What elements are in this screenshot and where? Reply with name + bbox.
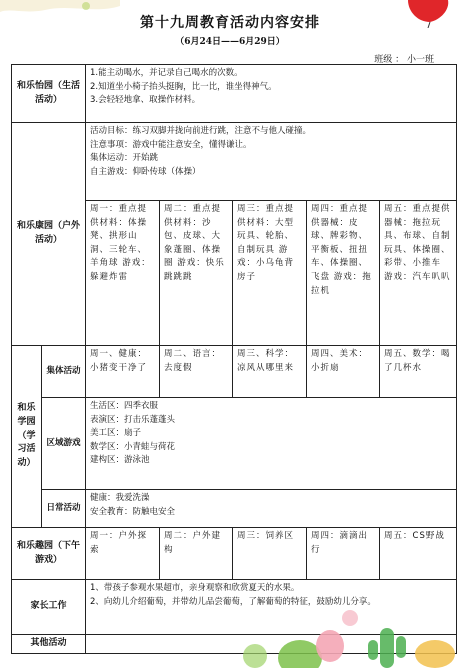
area-item: 建构区：游泳池 xyxy=(90,455,150,466)
study-label: 和乐学园（学习活动） xyxy=(12,346,42,528)
life-item: 2.知道坐小椅子抬头挺胸，比一比，谁坐得神气。 xyxy=(90,81,277,92)
row-study-daily xyxy=(12,490,457,528)
outdoor-label: 和乐康园（户外活动） xyxy=(12,123,86,346)
study-day-mon: 周一、健康：小猪变干净了 xyxy=(86,346,160,398)
fun-day-wed: 周三：饲养区 xyxy=(233,528,307,580)
outdoor-day-mon: 周一：重点提供材料：体操凳、拱形山洞、三轮车、羊角球 游戏：躲避炸雷 xyxy=(86,201,160,346)
daily-item: 安全教育：防触电安全 xyxy=(90,506,176,517)
life-label: 和乐怡园（生活活动） xyxy=(12,65,86,123)
outdoor-day-thu: 周四：重点提供器械：皮球、牌彩物、平衡板、扭扭车、体操圈、飞盘 游戏：拖拉机 xyxy=(307,201,380,346)
row-study-group xyxy=(12,346,457,398)
fun-day-tue: 周二：户外建构 xyxy=(160,528,233,580)
outdoor-notice: 注意事项：游戏中能注意安全，懂得谦让。 xyxy=(90,139,252,150)
fun-day-mon: 周一：户外探索 xyxy=(86,528,160,580)
fun-day-fri: 周五：CS野战 xyxy=(380,528,457,580)
row-study-area xyxy=(12,398,457,490)
row-life xyxy=(12,65,457,123)
outdoor-info xyxy=(86,123,457,201)
study-area-label: 区域游戏 xyxy=(42,398,86,490)
fun-day-thu: 周四：滴滴出行 xyxy=(307,528,380,580)
other-label: 其他活动 xyxy=(12,635,86,654)
area-item: 生活区：四季衣服 xyxy=(90,401,159,411)
outdoor-free: 自主游戏：仰卧传球（体操） xyxy=(90,166,201,177)
study-day-wed: 周三、科学：凉风从哪里来 xyxy=(233,346,307,398)
study-day-fri: 周五、数学：喝了几杯水 xyxy=(380,346,457,398)
outdoor-day-fri: 周五：重点提供器械：拖拉玩具、布球、自制玩具、体操圈、彩带、小推车 游戏：汽车叭叭 xyxy=(380,201,457,346)
class-label: 班级 ： 小一班 xyxy=(374,55,434,65)
outdoor-day-tue: 周二：重点提供材料：沙包、皮球、大象蓬圈、体操圈 游戏：快乐跳跳跳 xyxy=(160,201,233,346)
date-range: （6月24日——6月29日） xyxy=(175,37,285,47)
area-item: 数学区：小青蛙与荷花 xyxy=(90,441,176,452)
parents-label: 家长工作 xyxy=(12,580,86,635)
life-item: 3.会轻轻地拿、取操作材料。 xyxy=(90,95,201,106)
study-daily-label: 日常活动 xyxy=(42,490,86,528)
life-content xyxy=(86,65,457,123)
area-item: 美工区：扇子 xyxy=(90,428,142,439)
parents-item: 1、带孩子参观水果超市，亲身观察和欣赏夏天的水果。 xyxy=(90,583,300,593)
daily-item: 健康：我爱洗澡 xyxy=(90,493,150,503)
area-item: 表演区：打击乐蓬蓬头 xyxy=(90,414,176,425)
study-day-tue: 周二、语言：去度假 xyxy=(160,346,233,398)
life-item: 1.能主动喝水，并记录自己喝水的次数。 xyxy=(90,68,243,78)
outdoor-goal: 活动目标：练习双脚并拢向前进行跳，注意不与他人碰撞。 xyxy=(90,126,312,136)
fun-label: 和乐趣园（下午游戏） xyxy=(12,528,86,580)
outdoor-day-wed: 周三：重点提供材料：大型玩具、轮胎、自制玩具 游戏：小乌龟背房子 xyxy=(233,201,307,346)
study-group-label: 集体活动 xyxy=(42,346,86,398)
outdoor-group: 集体运动：开始跳 xyxy=(90,153,159,164)
study-daily-content xyxy=(86,490,457,528)
study-area-content xyxy=(86,398,457,490)
row-fun xyxy=(12,528,457,580)
row-outdoor-info xyxy=(12,123,457,201)
page-title: 第十九周教育活动内容安排 xyxy=(140,15,320,31)
schedule-table xyxy=(11,64,457,654)
parents-item: 2、向幼儿介绍葡萄，并带幼儿品尝葡萄，了解葡萄的特征，鼓励幼儿分享。 xyxy=(90,596,376,607)
bottom-decoration xyxy=(0,588,460,668)
study-day-thu: 周四、美术：小折扇 xyxy=(307,346,380,398)
